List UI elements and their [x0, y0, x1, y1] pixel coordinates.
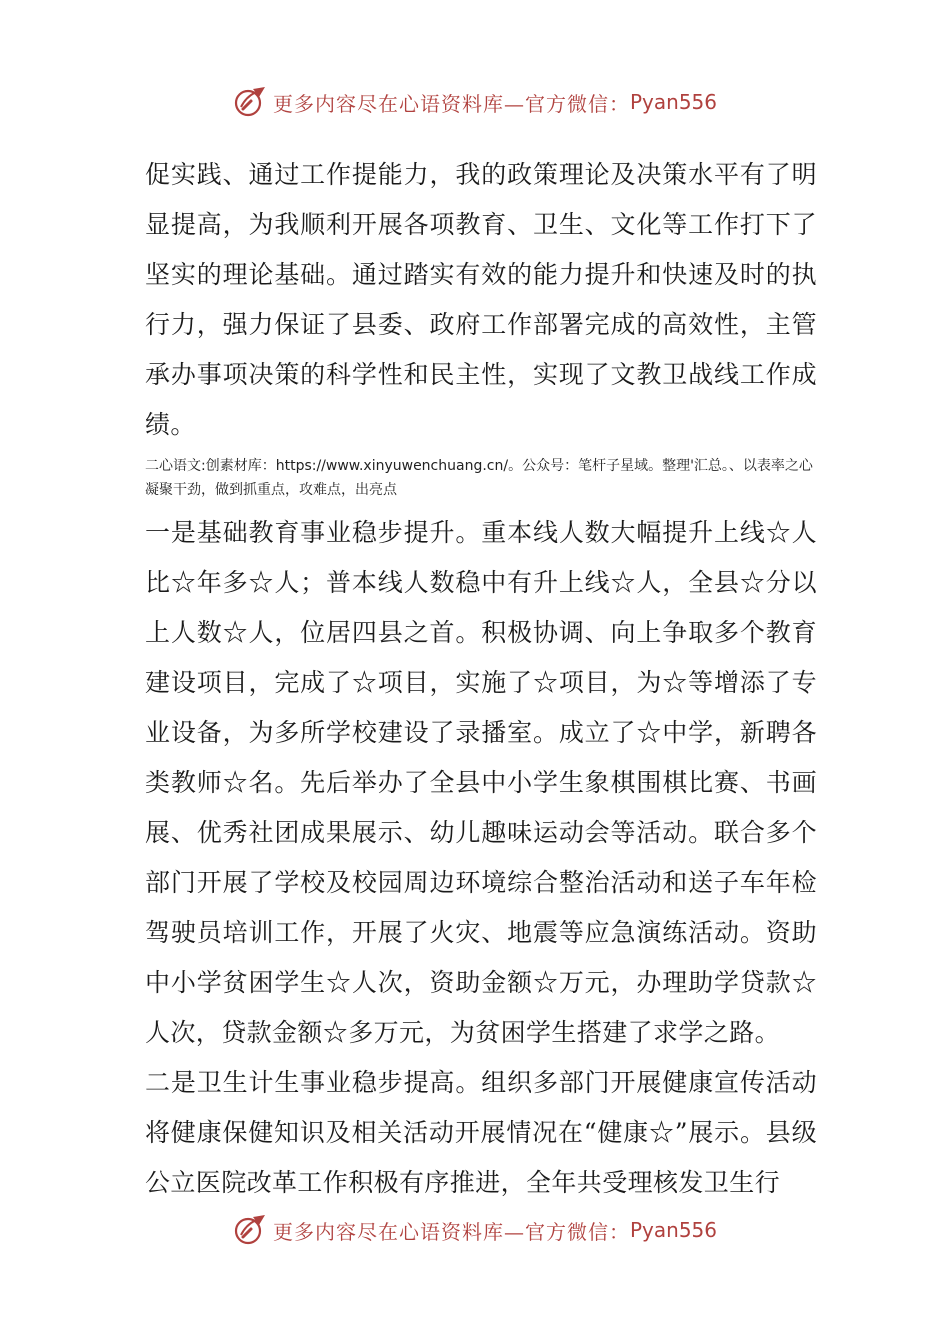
paragraph-3: 二是卫生计生事业稳步提高。组织多部门开展健康宣传活动将健康保健知识及相关活动开展情况在“健康☆”展示。县级公立医院改革工作积极有序推进，全年共受理核发卫生行	[145, 1068, 817, 1197]
pen-logo-icon	[233, 1213, 267, 1247]
footer-wechat-id: Pyan556	[629, 1218, 717, 1242]
header-banner	[0, 82, 950, 122]
footer-banner	[0, 1210, 950, 1250]
paragraph-1: 促实践、通过工作提能力，我的政策理论及决策水平有了明显提高，为我顺利开展各项教育、卫生、文化等工作打下了坚实的理论基础。通过踏实有效的能力提升和快速及时的执行力，强力保证了县委、政府工作部署完成的高效性，主管承办事项决策的科学性和民主性，实现了文教卫战线工作成绩。	[145, 160, 817, 439]
header-banner-text: 更多内容尽在心语资料库—官方微信：	[272, 91, 630, 116]
header-wechat-id: Pyan556	[629, 90, 717, 114]
footer-banner-text: 更多内容尽在心语资料库—官方微信：	[272, 1219, 630, 1244]
pen-logo-icon	[233, 85, 267, 119]
source-note: 二心语文:创素材库：https://www.xinyuwenchuang.cn/。公众号：笔杆子星域。整理'汇总。、以表率之心凝聚干劲，做到抓重点，攻难点，出亮点	[145, 458, 813, 498]
document-body	[145, 150, 817, 1208]
paragraph-2: 一是基础教育事业稳步提升。重本线人数大幅提升上线☆人比☆年多☆人；普本线人数稳中有升上线☆人，全县☆分以上人数☆人，位居四县之首。积极协调、向上争取多个教育建设项目，完成了☆项目，实施了☆项目，为☆等增添了专业设备，为多所学校建设了录播室。成立了☆中学，新聘各类教师☆名。先后举办了全县中小学生象棋围棋比赛、书画展、优秀社团成果展示、幼儿趣味运动会等活动。联合多个部门开展了学校及校园周边环境综合整治活动和送子车年检驾驶员培训工作，开展了火灾、地震等应急演练活动。资助中小学贫困学生☆人次，资助金额☆万元，办理助学贷款☆人次，贷款金额☆多万元，为贫困学生搭建了求学之路。	[145, 518, 817, 1047]
